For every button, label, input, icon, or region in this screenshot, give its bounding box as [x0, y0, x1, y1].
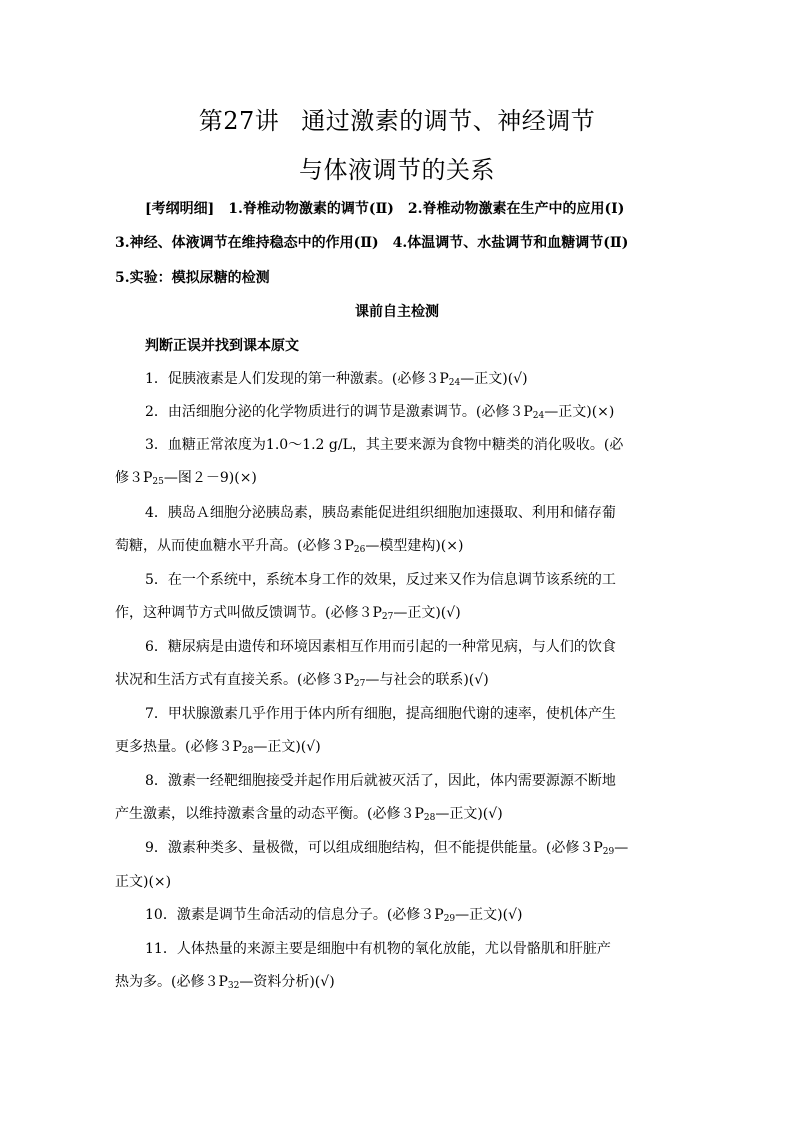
question-item-9-line-2: 正文)(×)	[115, 874, 172, 890]
question-item-8-line-2: 产生激素，以维持激素含量的动态平衡。(必修$3P_{28}—$正文)(√)	[115, 806, 503, 823]
question-item-6-line-1: 6．糖尿病是由遗传和环境因素相互作用而引起的一种常见病，与人们的饮食	[145, 639, 616, 655]
lecture-title: 通过激素的调节、神经调节	[301, 107, 596, 135]
question-item-3-line-2: 修$3P_{25}—$图２－9)(×)	[115, 470, 257, 487]
question-item-9-line-1: 9．激素种类多、量极微，可以组成细胞结构，但不能提供能量。(必修$3P_{29}—$	[145, 840, 629, 857]
question-item-5-line-2: 作，这种调节方式叫做反馈调节。(必修$3P_{27}—$正文)(√)	[115, 605, 461, 622]
question-item-3-line-1: 3．血糖正常浓度为1.0～1.2 g/L，其主要来源为食物中糖类的消化吸收。(必	[145, 437, 624, 453]
question-item-4-line-1: 4．胰岛Ａ细胞分泌胰岛素，胰岛素能促进组织细胞加速摄取、利用和储存葡	[145, 505, 616, 521]
question-item-10: 10．激素是调节生命活动的信息分子。(必修$3P_{29}—$正文)(√)	[145, 907, 523, 924]
outline-line-1: [考纲明细] 1.脊椎动物激素的调节(Ⅱ) 2.脊椎动物激素在生产中的应用(Ⅰ)	[145, 201, 625, 217]
section-heading: 课前自主检测	[355, 304, 439, 320]
question-item-5-line-1: 5．在一个系统中，系统本身工作的效果，反过来又作为信息调节该系统的工	[145, 572, 616, 588]
question-item-11-line-2: 热为多。(必修$3P_{32}—$资料分析)(√)	[115, 974, 335, 991]
question-item-8-line-1: 8．激素一经靶细胞接受并起作用后就被灭活了，因此，体内需要源源不断地	[145, 773, 616, 789]
question-item-4-line-2: 萄糖，从而使血糖水平升高。(必修$3P_{26}—$模型建构)(×)	[115, 538, 464, 555]
outline-line-2: 3.神经、体液调节在维持稳态中的作用(Ⅱ) 4.体温调节、水盐调节和血糖调节(Ⅱ)	[115, 235, 629, 251]
instruction: 判断正误并找到课本原文	[145, 338, 299, 354]
lecture-number: 第27讲	[198, 107, 280, 135]
question-item-6-line-2: 状况和生活方式有直接关系。(必修$3P_{27}—$与社会的联系)(√)	[115, 672, 489, 689]
question-item-7-line-2: 更多热量。(必修$3P_{28}—$正文)(√)	[115, 739, 321, 756]
question-item-2: 2．由活细胞分泌的化学物质进行的调节是激素调节。(必修$3P_{24}—$正文)(×)	[145, 404, 615, 421]
question-item-1: 1．促胰液素是人们发现的第一种激素。(必修$3P_{24}—$正文)(√)	[145, 371, 528, 388]
question-item-7-line-1: 7．甲状腺激素几乎作用于体内所有细胞，提高细胞代谢的速率，使机体产生	[145, 706, 616, 722]
page-title-line-1	[0, 101, 794, 136]
question-item-11-line-1: 11．人体热量的来源主要是细胞中有机物的氧化放能，尤以骨骼肌和肝脏产	[145, 941, 611, 957]
page-title-line-2: 与体液调节的关系	[299, 156, 495, 184]
outline-line-3: 5.实验：模拟尿糖的检测	[115, 270, 270, 286]
